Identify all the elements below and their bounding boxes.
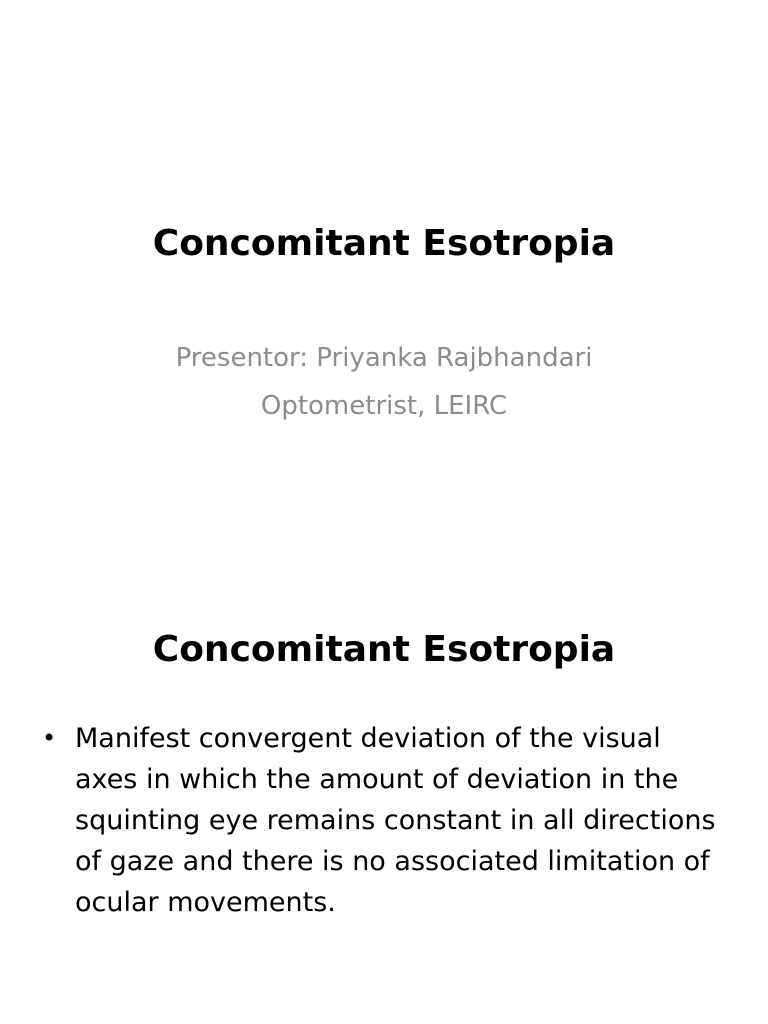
bullet-text: Manifest convergent deviation of the visual axes in which the amount of deviation in the squinting eye remains constant in all directions of gaze and there is no associated limitation of ocular movements.	[75, 723, 716, 918]
bullet-icon: •	[42, 724, 57, 752]
presenter-line: Presentor: Priyanka Rajbhandari	[175, 343, 593, 373]
list-item	[40, 718, 720, 923]
slide-subtitle	[0, 334, 768, 430]
bullet-list	[40, 718, 720, 923]
slide-title: Concomitant Esotropia	[152, 629, 616, 670]
slide-title: Concomitant Esotropia	[152, 223, 616, 264]
affiliation-line: Optometrist, LEIRC	[260, 391, 508, 421]
content-slide	[0, 512, 768, 1024]
